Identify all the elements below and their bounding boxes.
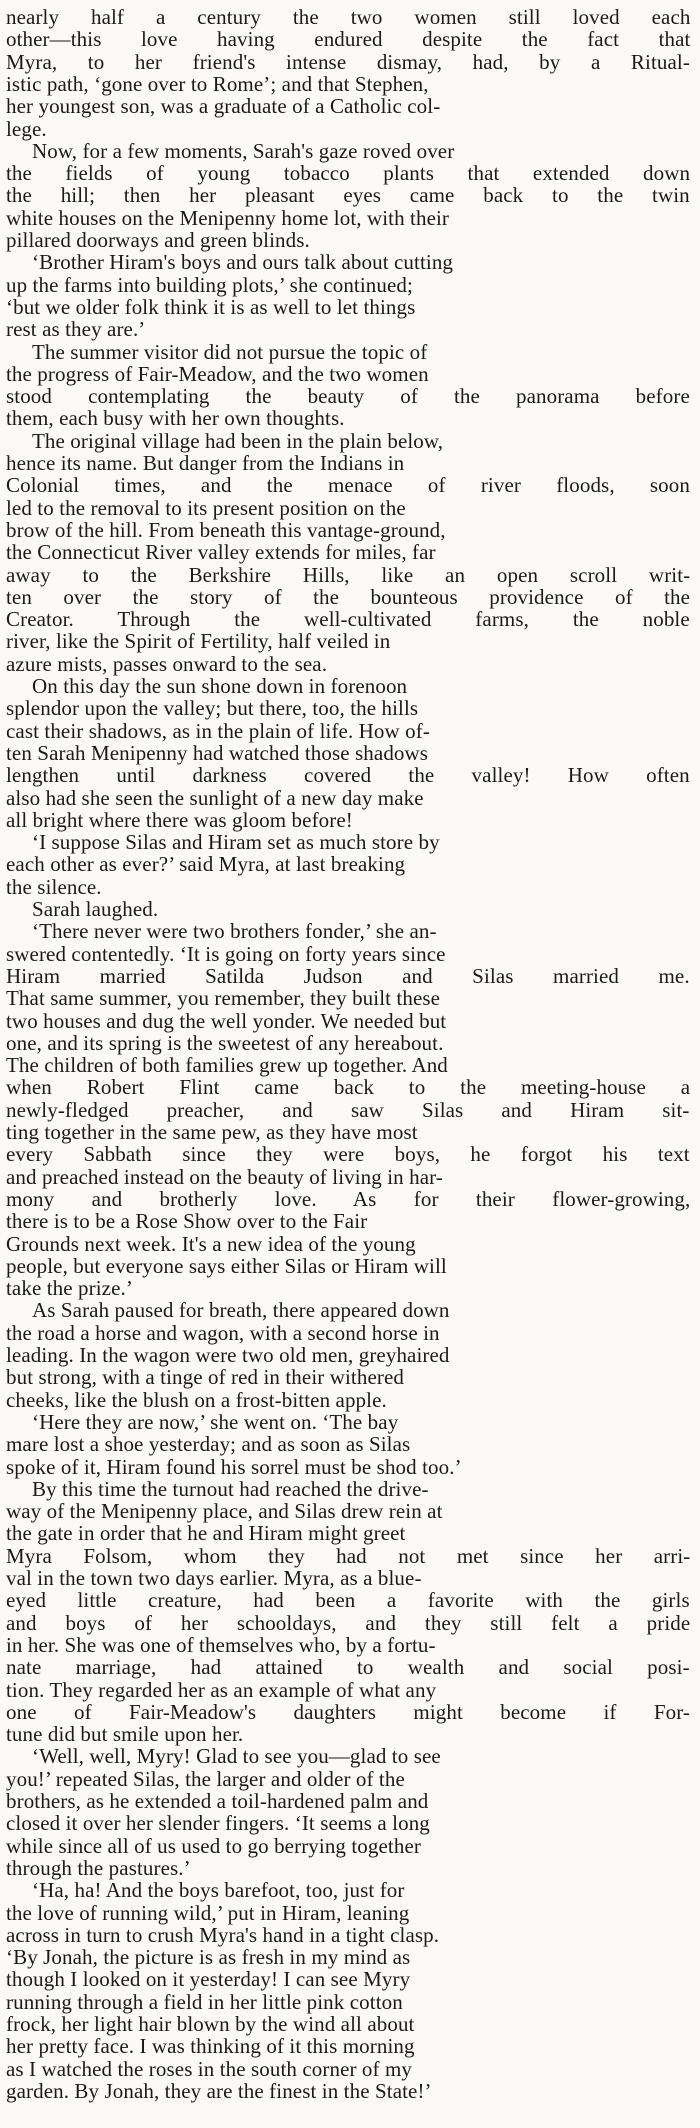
text-line: the Connecticut River valley extends for miles, far	[6, 540, 436, 565]
text-line: lege.	[6, 116, 47, 141]
text-line: people, but everyone says either Silas or Hiram will	[6, 1253, 447, 1278]
text-line: the silence.	[6, 874, 102, 899]
text-line: pillared doorways and green blinds.	[6, 228, 310, 252]
text-line: her youngest son, was a graduate of a Catholic col-	[6, 94, 441, 119]
text-line: Hiram married Satilda Judson and Silas married me.	[6, 963, 690, 988]
text-line: white houses on the Menipenny home lot, with their	[6, 205, 450, 230]
text-line: mony and brotherly love. As for their flower-growing,	[6, 1186, 691, 1211]
text-line: the road a horse and wagon, with a second horse in	[6, 1320, 440, 1345]
text-line: them, each busy with her own thoughts.	[6, 406, 345, 431]
text-line: every Sabbath since they were boys, he forgot his text	[6, 1142, 690, 1167]
text-line: By this time the turnout had reached the drive-	[32, 1476, 429, 1501]
text-line: and boys of her schooldays, and they still felt a pride	[6, 1610, 691, 1635]
text-line: the gate in order that he and Hiram might greet	[6, 1521, 406, 1546]
text-line: newly-fledged preacher, and saw Silas and Hiram sit-	[6, 1097, 690, 1122]
text-line: all bright where there was gloom before!	[6, 807, 353, 832]
text-line: up the farms into building plots,’ she continued;	[6, 272, 413, 297]
text-line: brow of the hill. From beneath this vantage-ground,	[6, 517, 446, 542]
text-line: the fields of young tobacco plants that extended down	[6, 161, 691, 186]
text-line: splendor upon the valley; but there, too, the hills	[6, 696, 419, 721]
text-line: each other as ever?’ said Myra, at last breaking	[6, 852, 406, 877]
text-line: val in the town two days earlier. Myra, as a blue-	[6, 1566, 422, 1590]
text-line: closed it over her slender fingers. ‘It seems a long	[6, 1811, 430, 1836]
text-line: also had she seen the sunlight of a new day make	[6, 785, 424, 810]
text-line: the progress of Fair-Meadow, and the two women	[6, 361, 429, 386]
text-line: you!’ repeated Silas, the larger and older of the	[6, 1766, 405, 1791]
text-line: ‘I suppose Silas and Hiram set as much store by	[32, 830, 440, 855]
text-line: Myra, to her friend's intense dismay, had, by a Ritual-	[6, 49, 690, 74]
text-line: hence its name. But danger from the Indians in	[6, 451, 405, 475]
text-line: across in turn to crush Myra's hand in a tight clasp.	[6, 1922, 440, 1947]
text-line: tion. They regarded her as an example of what any	[6, 1677, 437, 1702]
text-line: ting together in the same pew, as they have most	[6, 1120, 418, 1144]
text-line: while since all of us used to go berrying together	[6, 1833, 421, 1858]
text-line: azure mists, passes onward to the sea.	[6, 651, 328, 676]
text-line: her pretty face. I was thinking of it this morning	[6, 2034, 415, 2059]
text-line: spoke of it, Hiram found his sorrel must be shod too.’	[6, 1454, 462, 1479]
text-line: river, like the Spirit of Fertility, half veiled in	[6, 629, 391, 654]
text-line: ‘but we older folk think it is as well to let things	[6, 294, 416, 319]
text-line: nearly half a century the two women still loved each	[6, 5, 691, 29]
text-line: there is to be a Rose Show over to the Fair	[6, 1209, 368, 1234]
text-line: other—this love having endured despite the fact that	[6, 27, 691, 52]
text-line: ‘Ha, ha! And the boys barefoot, too, just for	[32, 1878, 405, 1903]
text-line: As Sarah paused for breath, there appeared down	[32, 1298, 450, 1323]
text-line: Myra Folsom, whom they had not met since her arri-	[6, 1543, 691, 1568]
text-line: The summer visitor did not pursue the topic of	[32, 339, 428, 364]
text-line: ten over the story of the bounteous providence of the	[6, 584, 691, 609]
text-line: Colonial times, and the menace of river floods, soon	[6, 473, 690, 498]
text-line: the hill; then her pleasant eyes came back to the twin	[6, 183, 690, 208]
text-line: lengthen until darkness covered the valley! How often	[6, 763, 690, 788]
text-line: way of the Menipenny place, and Silas drew rein at	[6, 1499, 443, 1524]
text-line: istic path, ‘gone over to Rome’; and that Stephen,	[6, 71, 429, 96]
text-line: nate marriage, had attained to wealth and social posi-	[6, 1655, 690, 1680]
text-line: led to the removal to its present position on the	[6, 495, 406, 520]
text-line: ‘Brother Hiram's boys and ours talk about cutting	[32, 250, 454, 275]
text-line: though I looked on it yesterday! I can see Myry	[6, 1967, 411, 1992]
text-line: when Robert Flint came back to the meeting-house a	[6, 1075, 691, 1100]
text-line: Sarah laughed.	[32, 897, 159, 921]
text-line: one of Fair-Meadow's daughters might become if For-	[6, 1699, 691, 1724]
text-line: Now, for a few moments, Sarah's gaze roved over	[32, 138, 455, 163]
text-line: The original village had been in the plain below,	[32, 428, 444, 453]
text-line: cast their shadows, as in the plain of life. How of-	[6, 718, 430, 743]
text-line: through the pastures.’	[6, 1855, 191, 1880]
text-line: as I watched the roses in the south corner of my	[6, 2056, 413, 2081]
text-line: in her. She was one of themselves who, by a fortu-	[6, 1632, 436, 1657]
text-line: That same summer, you remember, they built these	[6, 986, 441, 1011]
text-line: tune did but smile upon her.	[6, 1722, 244, 1747]
text-line: stood contemplating the beauty of the panorama before	[6, 384, 690, 409]
text-line: swered contentedly. ‘It is going on forty years since	[6, 941, 446, 966]
text-line: ten Sarah Menipenny had watched those shadows	[6, 740, 429, 765]
text-line: eyed little creature, had been a favorite with the girls	[6, 1588, 690, 1613]
text-line: Creator. Through the well-cultivated farms, the noble	[6, 607, 690, 632]
text-line: one, and its spring is the sweetest of any hereabout.	[6, 1030, 444, 1055]
text-line: rest as they are.’	[6, 317, 146, 342]
text-line: brothers, as he extended a toil-hardened palm and	[6, 1789, 429, 1813]
text-line: take the prize.’	[6, 1276, 133, 1301]
text-line: and preached instead on the beauty of living in har-	[6, 1164, 443, 1189]
text-line: frock, her light hair blown by the wind all about	[6, 2012, 415, 2036]
text-line: leading. In the wagon were two old men, greyhaired	[6, 1343, 450, 1367]
text-line: garden. By Jonah, they are the finest in the State!’	[6, 2078, 432, 2103]
text-line: two houses and dug the well yonder. We needed but	[6, 1008, 447, 1033]
text-line: the love of running wild,’ put in Hiram, leaning	[6, 1900, 410, 1925]
text-line: The children of both families grew up together. And	[6, 1053, 448, 1078]
text-line: On this day the sun shone down in forenoon	[32, 674, 408, 698]
text-line: but strong, with a tinge of red in their withered	[6, 1365, 404, 1390]
text-line: away to the Berkshire Hills, like an open scroll writ-	[6, 562, 691, 587]
text-line: ‘There never were two brothers fonder,’ she an-	[32, 919, 437, 944]
text-line: ‘Here they are now,’ she went on. ‘The bay	[32, 1409, 399, 1434]
text-line: mare lost a shoe yesterday; and as soon as Silas	[6, 1432, 411, 1457]
text-line: ‘Well, well, Myry! Glad to see you—glad to see	[32, 1744, 441, 1769]
text-line: ‘By Jonah, the picture is as fresh in my mind as	[6, 1945, 411, 1970]
text-line: cheeks, like the blush on a frost-bitten apple.	[6, 1387, 387, 1412]
text-line: running through a field in her little pink cotton	[6, 1989, 403, 2014]
text-line: Grounds next week. It's a new idea of the young	[6, 1231, 416, 1256]
